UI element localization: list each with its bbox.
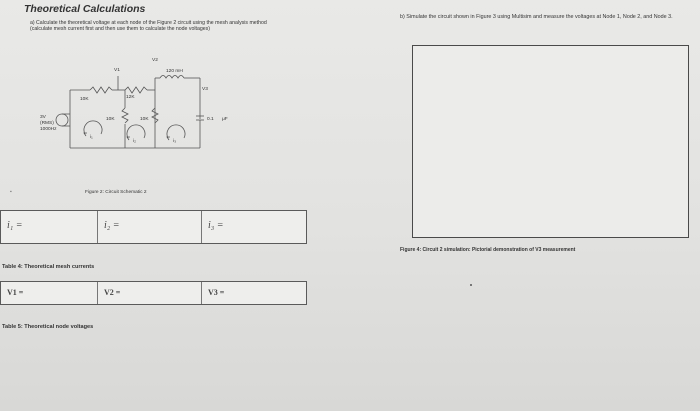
source-voltage-label: 3V (40, 115, 46, 120)
mesh-current-i3-cell[interactable]: i₃ = (208, 220, 224, 231)
microfarad-unit-icon: μF (222, 117, 228, 122)
inductor-label: 120 mH (166, 69, 183, 74)
resistor-r4-label: 10K (140, 117, 149, 122)
node-v2-label: V2 (152, 58, 158, 63)
resistor-r2-label: 12K (126, 95, 135, 100)
source-frequency-label: 1000Hz (40, 127, 57, 132)
circuit-schematic-2 (40, 58, 240, 188)
figure-2-caption: Figure 2: Circuit Schematic 2 (85, 190, 147, 195)
table-5-caption: Table 5: Theoretical node voltages (2, 324, 94, 330)
node-voltage-v2-cell[interactable]: V2 = (104, 288, 121, 297)
table-divider (97, 282, 98, 304)
source-mode-label: (RMS) (40, 121, 54, 126)
table-4-caption: Table 4: Theoretical mesh currents (2, 264, 95, 270)
capacitor-label: 0.1 (207, 117, 214, 122)
mesh-current-i1-cell[interactable]: i₁ = (7, 220, 23, 231)
mesh-currents-table (0, 210, 307, 244)
part-b-instructions: b) Simulate the circuit shown in Figure 3 using Multisim and measure the voltages at Node 1, Node 2, and Node 3. (400, 14, 673, 20)
resistor-r1-label: 10K (80, 97, 89, 102)
node-voltage-v3-cell[interactable]: V3 = (208, 288, 225, 297)
part-a-instructions: a) Calculate the theoretical voltage at each node of the Figure 2 circuit using the mesh analysis method (calculate mesh current first and then use them to calculate the node voltages) (30, 20, 267, 33)
node-voltages-table (0, 281, 307, 305)
node-v1-label: V1 (114, 68, 120, 73)
mesh-i3-label: i₃ (173, 139, 177, 144)
figure-4-caption: Figure 4: Circuit 2 simulation: Pictorial demonstration of V3 measurement (400, 247, 576, 253)
cursor-mark (470, 284, 472, 286)
mesh-current-i2-cell[interactable]: i₂ = (104, 220, 120, 231)
page-mark-icon: ▪ (10, 189, 12, 195)
mesh-i2-label: i₂ (133, 139, 136, 144)
table-divider (201, 211, 202, 243)
table-divider (97, 211, 98, 243)
simulation-image-placeholder[interactable] (412, 45, 689, 238)
page-title: Theoretical Calculations (24, 3, 146, 15)
mesh-i1-label: i₁ (90, 135, 93, 140)
node-v3-label: V3 (202, 87, 208, 92)
node-voltage-v1-cell[interactable]: V1 = (7, 288, 24, 297)
resistor-r3-label: 10K (106, 117, 115, 122)
table-divider (201, 282, 202, 304)
